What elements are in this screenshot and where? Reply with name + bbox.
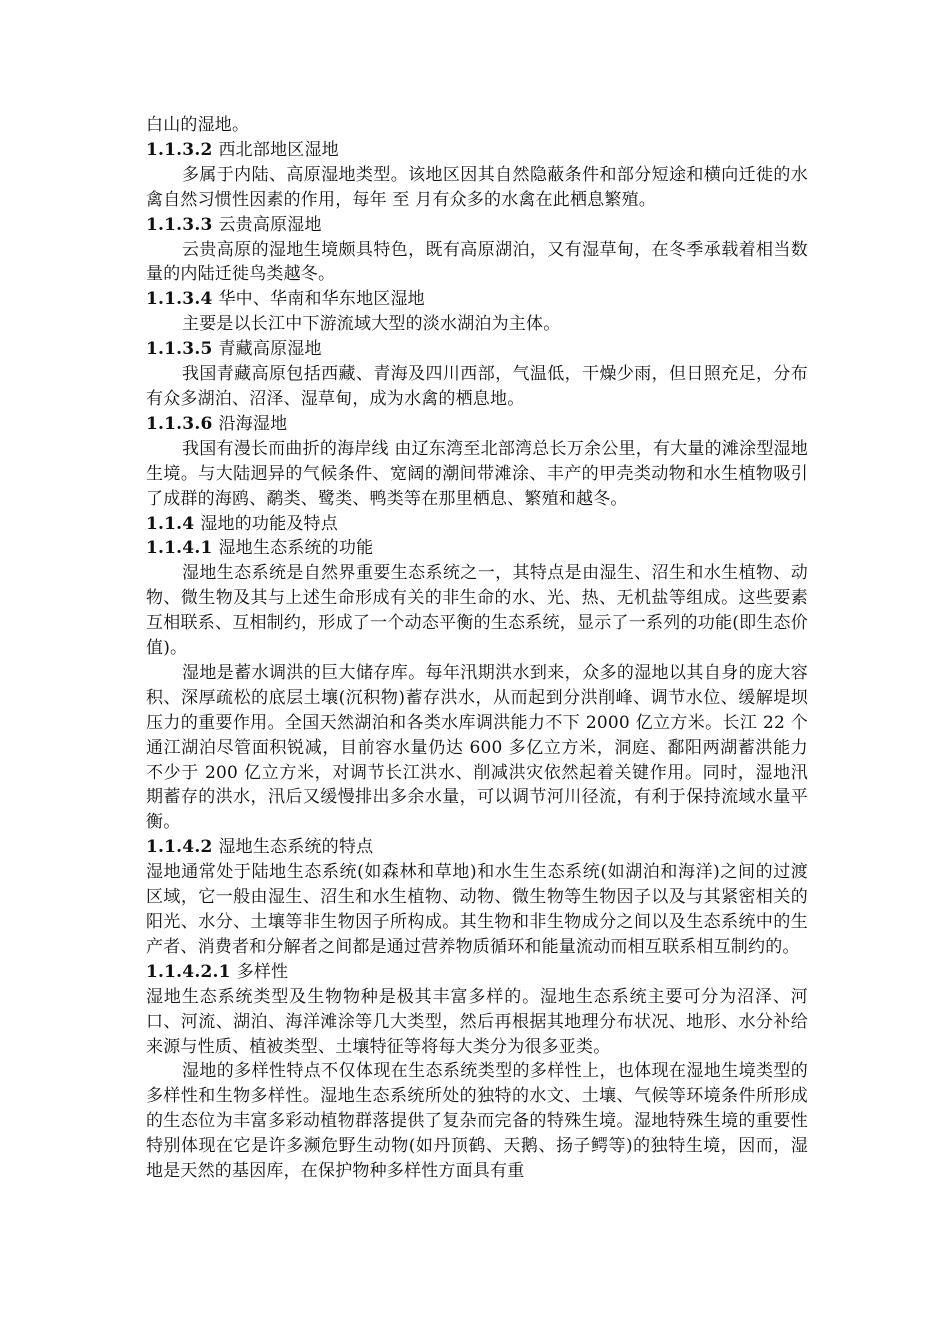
section-number: 1.1.4.1 (146, 538, 213, 559)
section-number: 1.1.3.6 (146, 413, 213, 434)
paragraph: 湿地生态系统是自然界重要生态系统之一，其特点是由湿生、沼生和水生植物、动物、微生物及其与上述生命形成有关的非生命的水、光、热、无机盐等组成。这些要素互相联系、互相制约，形成了一个动态平衡的生态系统，显示了一系列的功能(即生态价值)。 (146, 563, 808, 659)
section-title: 云贵高原湿地 (218, 214, 322, 235)
section-heading (146, 512, 808, 537)
paragraph: 湿地是蓄水调洪的巨大储存库。每年汛期洪水到来，众多的湿地以其自身的庞大容积、深厚疏松的底层土壤(沉积物)蓄存洪水，从而起到分洪削峰、调节水位、缓解堤坝压力的重要作用。全国天然湖泊和各类水库调洪能力不下 2000 亿立方米。长江 22 个通江湖泊尽管面积锐减，目前容水量仍达 600 多亿立方米，洞庭、鄱阳两湖蓄洪能力不少于 200 亿立方米，对调节长江洪水、削减洪灾依然起着关键作用。同时，湿地汛期蓄存的洪水，汛后又缓慢排出多余水量，可以调节河川径流，有利于保持流域水量平衡。 (146, 662, 808, 833)
section-title: 湿地生态系统的特点 (218, 837, 374, 858)
section-heading (146, 412, 808, 437)
paragraph: 白山的湿地。 (146, 115, 250, 135)
section-heading (146, 337, 808, 362)
paragraph: 湿地的多样性特点不仅体现在生态系统类型的多样性上，也体现在湿地生境类型的多样性和生物多样性。湿地生态系统所处的独特的水文、土壤、气候等环境条件所形成的生态位为丰富多彩动植物群落提供了复杂而完备的特殊生境。湿地特殊生境的重要性特别体现在它是许多濒危野生动物(如丹顶鹤、天鹅、扬子鳄等)的独特生境，因而，湿地是天然的基因库，在保护物种多样性方面具有重 (146, 1061, 808, 1182)
section-number: 1.1.3.5 (146, 339, 213, 360)
section-title: 多样性 (236, 961, 289, 982)
section-heading (146, 213, 808, 238)
section-title: 湿地生态系统的功能 (218, 538, 374, 559)
paragraph: 湿地通常处于陆地生态系统(如森林和草地)和水生生态系统(如湖泊和海洋)之间的过渡区域，它一般由湿生、沼生和水生植物、动物、微生物等生物因子以及与其紧密相关的阳光、水分、土壤等非生物因子所构成。其生物和非生物成分之间以及生态系统中的生产者、消费者和分解者之间都是通过营养物质循环和能量流动而相互联系相互制约的。 (146, 862, 808, 957)
paragraph: 我国青藏高原包括西藏、青海及四川西部，气温低，干燥少雨，但日照充足，分布有众多湖泊、沼泽、湿草甸，成为水禽的栖息地。 (146, 364, 808, 409)
section-heading (146, 960, 808, 985)
section-number: 1.1.3.3 (146, 214, 213, 235)
section-heading (146, 138, 808, 163)
section-title: 华中、华南和华东地区湿地 (218, 289, 425, 310)
section-number: 1.1.4 (146, 513, 195, 534)
section-heading (146, 287, 808, 312)
paragraph: 主要是以长江中下游流域大型的淡水湖泊为主体。 (182, 314, 561, 335)
document-page (146, 113, 808, 1184)
section-title: 西北部地区湿地 (218, 139, 339, 160)
section-heading (146, 536, 808, 561)
section-number: 1.1.3.2 (146, 139, 213, 160)
section-number: 1.1.4.2.1 (146, 961, 231, 982)
paragraph: 云贵高原的湿地生境颇具特色，既有高原湖泊，又有湿草甸，在冬季承载着相当数量的内陆迁徙鸟类越冬。 (146, 239, 808, 285)
section-heading (146, 835, 808, 860)
section-number: 1.1.4.2 (146, 837, 213, 858)
section-title: 湿地的功能及特点 (200, 513, 338, 534)
paragraph: 湿地生态系统类型及生物物种是极其丰富多样的。湿地生态系统主要可分为沼泽、河口、河流、湖泊、海洋滩涂等几大类型，然后再根据其地理分布状况、地形、水分补给来源与性质、植被类型、土壤特征等将每大类分为很多亚类。 (146, 986, 808, 1057)
section-title: 沿海湿地 (218, 413, 288, 434)
paragraph: 我国有漫长而曲折的海岸线 由辽东湾至北部湾总长万余公里，有大量的滩涂型湿地生境。与大陆迥异的气候条件、宽阔的潮间带滩涂、丰产的甲壳类动物和水生植物吸引了成群的海鸥、鹬类、鹭类、鸭类等在那里栖息、繁殖和越冬。 (146, 438, 808, 509)
paragraph: 多属于内陆、高原湿地类型。该地区因其自然隐蔽条件和部分短途和横向迁徙的水禽自然习惯性因素的作用，每年 至 月有众多的水禽在此栖息繁殖。 (146, 164, 808, 210)
section-number: 1.1.3.4 (146, 289, 213, 310)
section-title: 青藏高原湿地 (218, 339, 322, 360)
